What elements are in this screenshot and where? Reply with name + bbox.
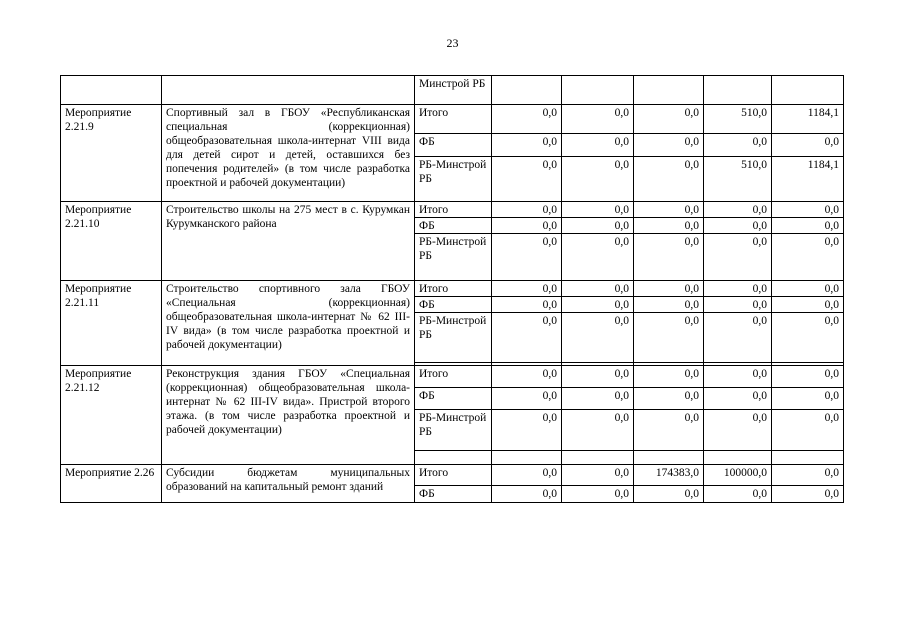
funding-source: ФБ	[415, 134, 492, 157]
funding-source: РБ-Минстрой РБ	[415, 410, 492, 451]
amount-cell: 0,0	[634, 410, 704, 451]
amount-cell	[772, 76, 844, 105]
funding-source: Итого	[415, 281, 492, 297]
funding-source: РБ-Минстрой РБ	[415, 313, 492, 363]
amount-cell: 0,0	[772, 388, 844, 410]
amount-cell: 0,0	[492, 486, 562, 503]
amount-cell: 0,0	[772, 134, 844, 157]
funding-source: Итого	[415, 465, 492, 486]
activity-description: Спортивный зал в ГБОУ «Республиканская специальная (коррекционная) общеобразовательная школа-интернат VIII вида для детей сирот и детей, оставшихся без попечения родителей» (в том числе разработка проектной и рабочей документации)	[162, 105, 415, 202]
activity-name: Мероприятие 2.21.9	[61, 105, 162, 202]
amount-cell: 0,0	[492, 366, 562, 388]
amount-cell: 0,0	[704, 202, 772, 218]
amount-cell: 0,0	[704, 366, 772, 388]
amount-cell: 0,0	[562, 105, 634, 134]
activity-name: Мероприятие 2.21.11	[61, 281, 162, 366]
amount-cell: 0,0	[634, 105, 704, 134]
amount-cell: 0,0	[704, 218, 772, 234]
amount-cell: 0,0	[772, 234, 844, 281]
amount-cell: 0,0	[492, 157, 562, 202]
amount-cell: 0,0	[562, 281, 634, 297]
amount-cell: 0,0	[562, 410, 634, 451]
amount-cell: 100000,0	[704, 465, 772, 486]
amount-cell: 0,0	[704, 313, 772, 363]
amount-cell: 0,0	[562, 313, 634, 363]
table-row	[61, 105, 844, 134]
empty-cell	[772, 451, 844, 465]
amount-cell: 0,0	[772, 410, 844, 451]
amount-cell: 0,0	[634, 313, 704, 363]
amount-cell: 0,0	[562, 202, 634, 218]
table-row	[61, 202, 844, 218]
activity-name: Мероприятие 2.21.10	[61, 202, 162, 281]
amount-cell: 0,0	[634, 234, 704, 281]
activity-name: Мероприятие 2.21.12	[61, 366, 162, 465]
amount-cell	[634, 76, 704, 105]
amount-cell: 0,0	[562, 366, 634, 388]
amount-cell: 0,0	[704, 297, 772, 313]
amount-cell: 0,0	[634, 202, 704, 218]
amount-cell: 0,0	[704, 410, 772, 451]
amount-cell: 0,0	[634, 388, 704, 410]
amount-cell: 0,0	[772, 218, 844, 234]
page-number: 23	[446, 36, 459, 50]
table-row	[61, 465, 844, 486]
activity-name	[61, 76, 162, 105]
amount-cell: 0,0	[492, 297, 562, 313]
funding-source: Минстрой РБ	[415, 76, 492, 105]
amount-cell: 0,0	[634, 157, 704, 202]
amount-cell: 0,0	[562, 134, 634, 157]
funding-source: ФБ	[415, 388, 492, 410]
amount-cell: 0,0	[492, 465, 562, 486]
amount-cell: 0,0	[492, 218, 562, 234]
amount-cell: 0,0	[704, 281, 772, 297]
funding-source: Итого	[415, 105, 492, 134]
funding-source: ФБ	[415, 297, 492, 313]
amount-cell: 0,0	[562, 486, 634, 503]
funding-source: Итого	[415, 202, 492, 218]
amount-cell	[492, 76, 562, 105]
funding-source: РБ-Минстрой РБ	[415, 157, 492, 202]
amount-cell: 510,0	[704, 157, 772, 202]
budget-table-body	[61, 76, 844, 503]
funding-source: ФБ	[415, 486, 492, 503]
amount-cell: 0,0	[634, 366, 704, 388]
amount-cell: 0,0	[492, 281, 562, 297]
amount-cell: 0,0	[704, 388, 772, 410]
amount-cell: 0,0	[562, 297, 634, 313]
amount-cell: 0,0	[704, 134, 772, 157]
amount-cell: 0,0	[492, 313, 562, 363]
amount-cell: 0,0	[562, 388, 634, 410]
funding-source: ФБ	[415, 218, 492, 234]
amount-cell: 0,0	[772, 297, 844, 313]
amount-cell: 510,0	[704, 105, 772, 134]
amount-cell: 0,0	[634, 218, 704, 234]
amount-cell: 1184,1	[772, 105, 844, 134]
amount-cell	[704, 76, 772, 105]
empty-cell	[634, 451, 704, 465]
amount-cell: 0,0	[562, 157, 634, 202]
amount-cell: 0,0	[704, 234, 772, 281]
amount-cell: 0,0	[772, 313, 844, 363]
funding-source: Итого	[415, 366, 492, 388]
amount-cell: 0,0	[634, 281, 704, 297]
amount-cell: 0,0	[634, 134, 704, 157]
amount-cell: 0,0	[772, 202, 844, 218]
amount-cell: 0,0	[772, 486, 844, 503]
amount-cell: 0,0	[772, 281, 844, 297]
amount-cell: 0,0	[562, 218, 634, 234]
activity-description	[162, 76, 415, 105]
table-row	[61, 76, 844, 105]
amount-cell: 0,0	[492, 134, 562, 157]
amount-cell: 0,0	[772, 465, 844, 486]
amount-cell: 0,0	[562, 465, 634, 486]
amount-cell	[562, 76, 634, 105]
table-row	[61, 366, 844, 388]
empty-cell	[562, 451, 634, 465]
activity-description: Субсидии бюджетам муниципальных образований на капитальный ремонт зданий	[162, 465, 415, 503]
funding-source: РБ-Минстрой РБ	[415, 234, 492, 281]
amount-cell: 0,0	[492, 410, 562, 451]
amount-cell: 0,0	[562, 234, 634, 281]
amount-cell: 174383,0	[634, 465, 704, 486]
amount-cell: 0,0	[634, 297, 704, 313]
amount-cell: 0,0	[492, 105, 562, 134]
empty-cell	[492, 451, 562, 465]
activity-name: Мероприятие 2.26	[61, 465, 162, 503]
amount-cell: 0,0	[492, 388, 562, 410]
empty-cell	[415, 451, 492, 465]
budget-table	[60, 75, 844, 503]
activity-description: Строительство школы на 275 мест в с. Курумкан Курумканского района	[162, 202, 415, 281]
activity-description: Строительство спортивного зала ГБОУ «Специальная (коррекционная) общеобразовательная школа-интернат № 62 III-IV вида» (в том числе разработка проектной и рабочей документации)	[162, 281, 415, 366]
amount-cell: 0,0	[704, 486, 772, 503]
amount-cell: 1184,1	[772, 157, 844, 202]
table-row	[61, 281, 844, 297]
activity-description: Реконструкция здания ГБОУ «Специальная (коррекционная) общеобразовательная школа-интернат № 62 III-IV вида». Пристрой второго этажа. (в том числе разработка проектной и рабочей документации)	[162, 366, 415, 465]
amount-cell: 0,0	[634, 486, 704, 503]
amount-cell: 0,0	[772, 366, 844, 388]
amount-cell: 0,0	[492, 202, 562, 218]
empty-cell	[704, 451, 772, 465]
amount-cell: 0,0	[492, 234, 562, 281]
